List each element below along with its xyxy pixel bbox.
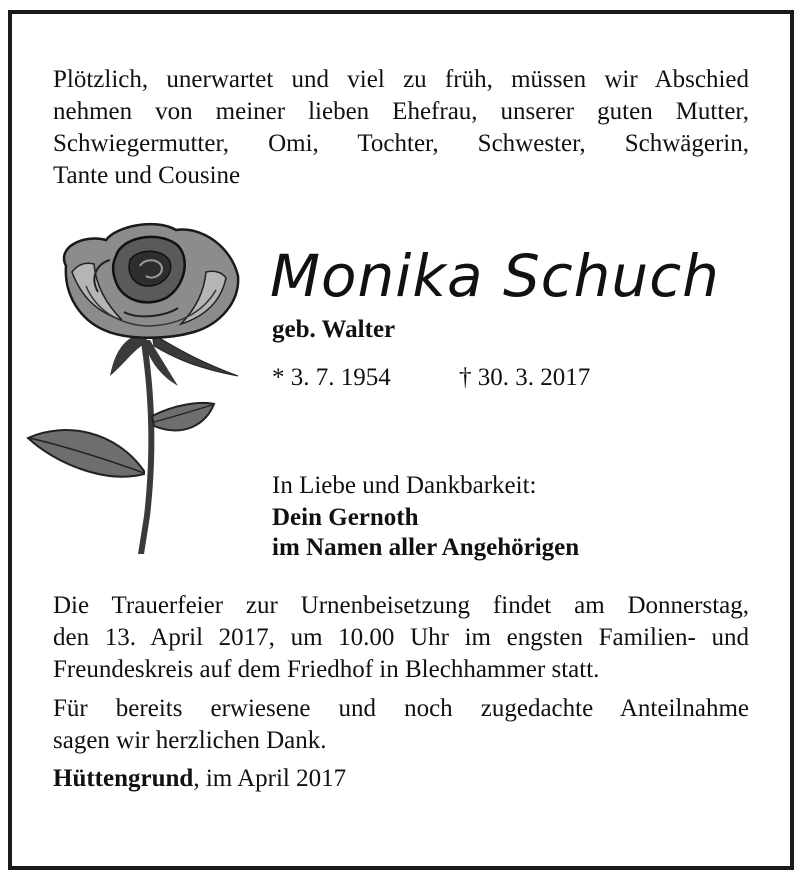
rose-icon [26, 216, 248, 556]
thanks-line: Für bereits erwiesene und noch zugedachte Anteilnahme [53, 695, 749, 722]
intro-paragraph [53, 64, 749, 192]
deceased-name: Monika Schuch [270, 242, 720, 310]
intro-line: Schwiegermutter, Omi, Tochter, Schwester, Schwägerin, [53, 130, 749, 157]
place-town: Hüttengrund [53, 765, 194, 792]
death-date: † 30. 3. 2017 [459, 364, 591, 391]
intro-line: Plötzlich, unerwartet und viel zu früh, müssen wir Abschied [53, 66, 749, 93]
intro-line: nehmen von meiner lieben Ehefrau, unserer guten Mutter, [53, 98, 749, 125]
birth-date: * 3. 7. 1954 [272, 364, 391, 391]
ceremony-line: den 13. April 2017, um 10.00 Uhr im engsten Familien- und [53, 624, 749, 651]
ceremony-paragraph [53, 590, 749, 686]
thanks-paragraph [53, 693, 749, 757]
signature-line-1: Dein Gernoth [272, 504, 419, 531]
place-and-date [53, 765, 346, 793]
place-date: , im April 2017 [193, 765, 347, 792]
signature-intro: In Liebe und Dankbarkeit: [272, 472, 537, 499]
birth-name: geb. Walter [272, 316, 396, 343]
intro-line: Tante und Cousine [53, 162, 241, 189]
thanks-line: sagen wir herzlichen Dank. [53, 727, 327, 754]
ceremony-line: Die Trauerfeier zur Urnenbeisetzung findet am Donnerstag, [53, 592, 749, 619]
signature-line-2: im Namen aller Angehörigen [272, 534, 580, 561]
ceremony-line: Freundeskreis auf dem Friedhof in Blechhammer statt. [53, 656, 600, 683]
